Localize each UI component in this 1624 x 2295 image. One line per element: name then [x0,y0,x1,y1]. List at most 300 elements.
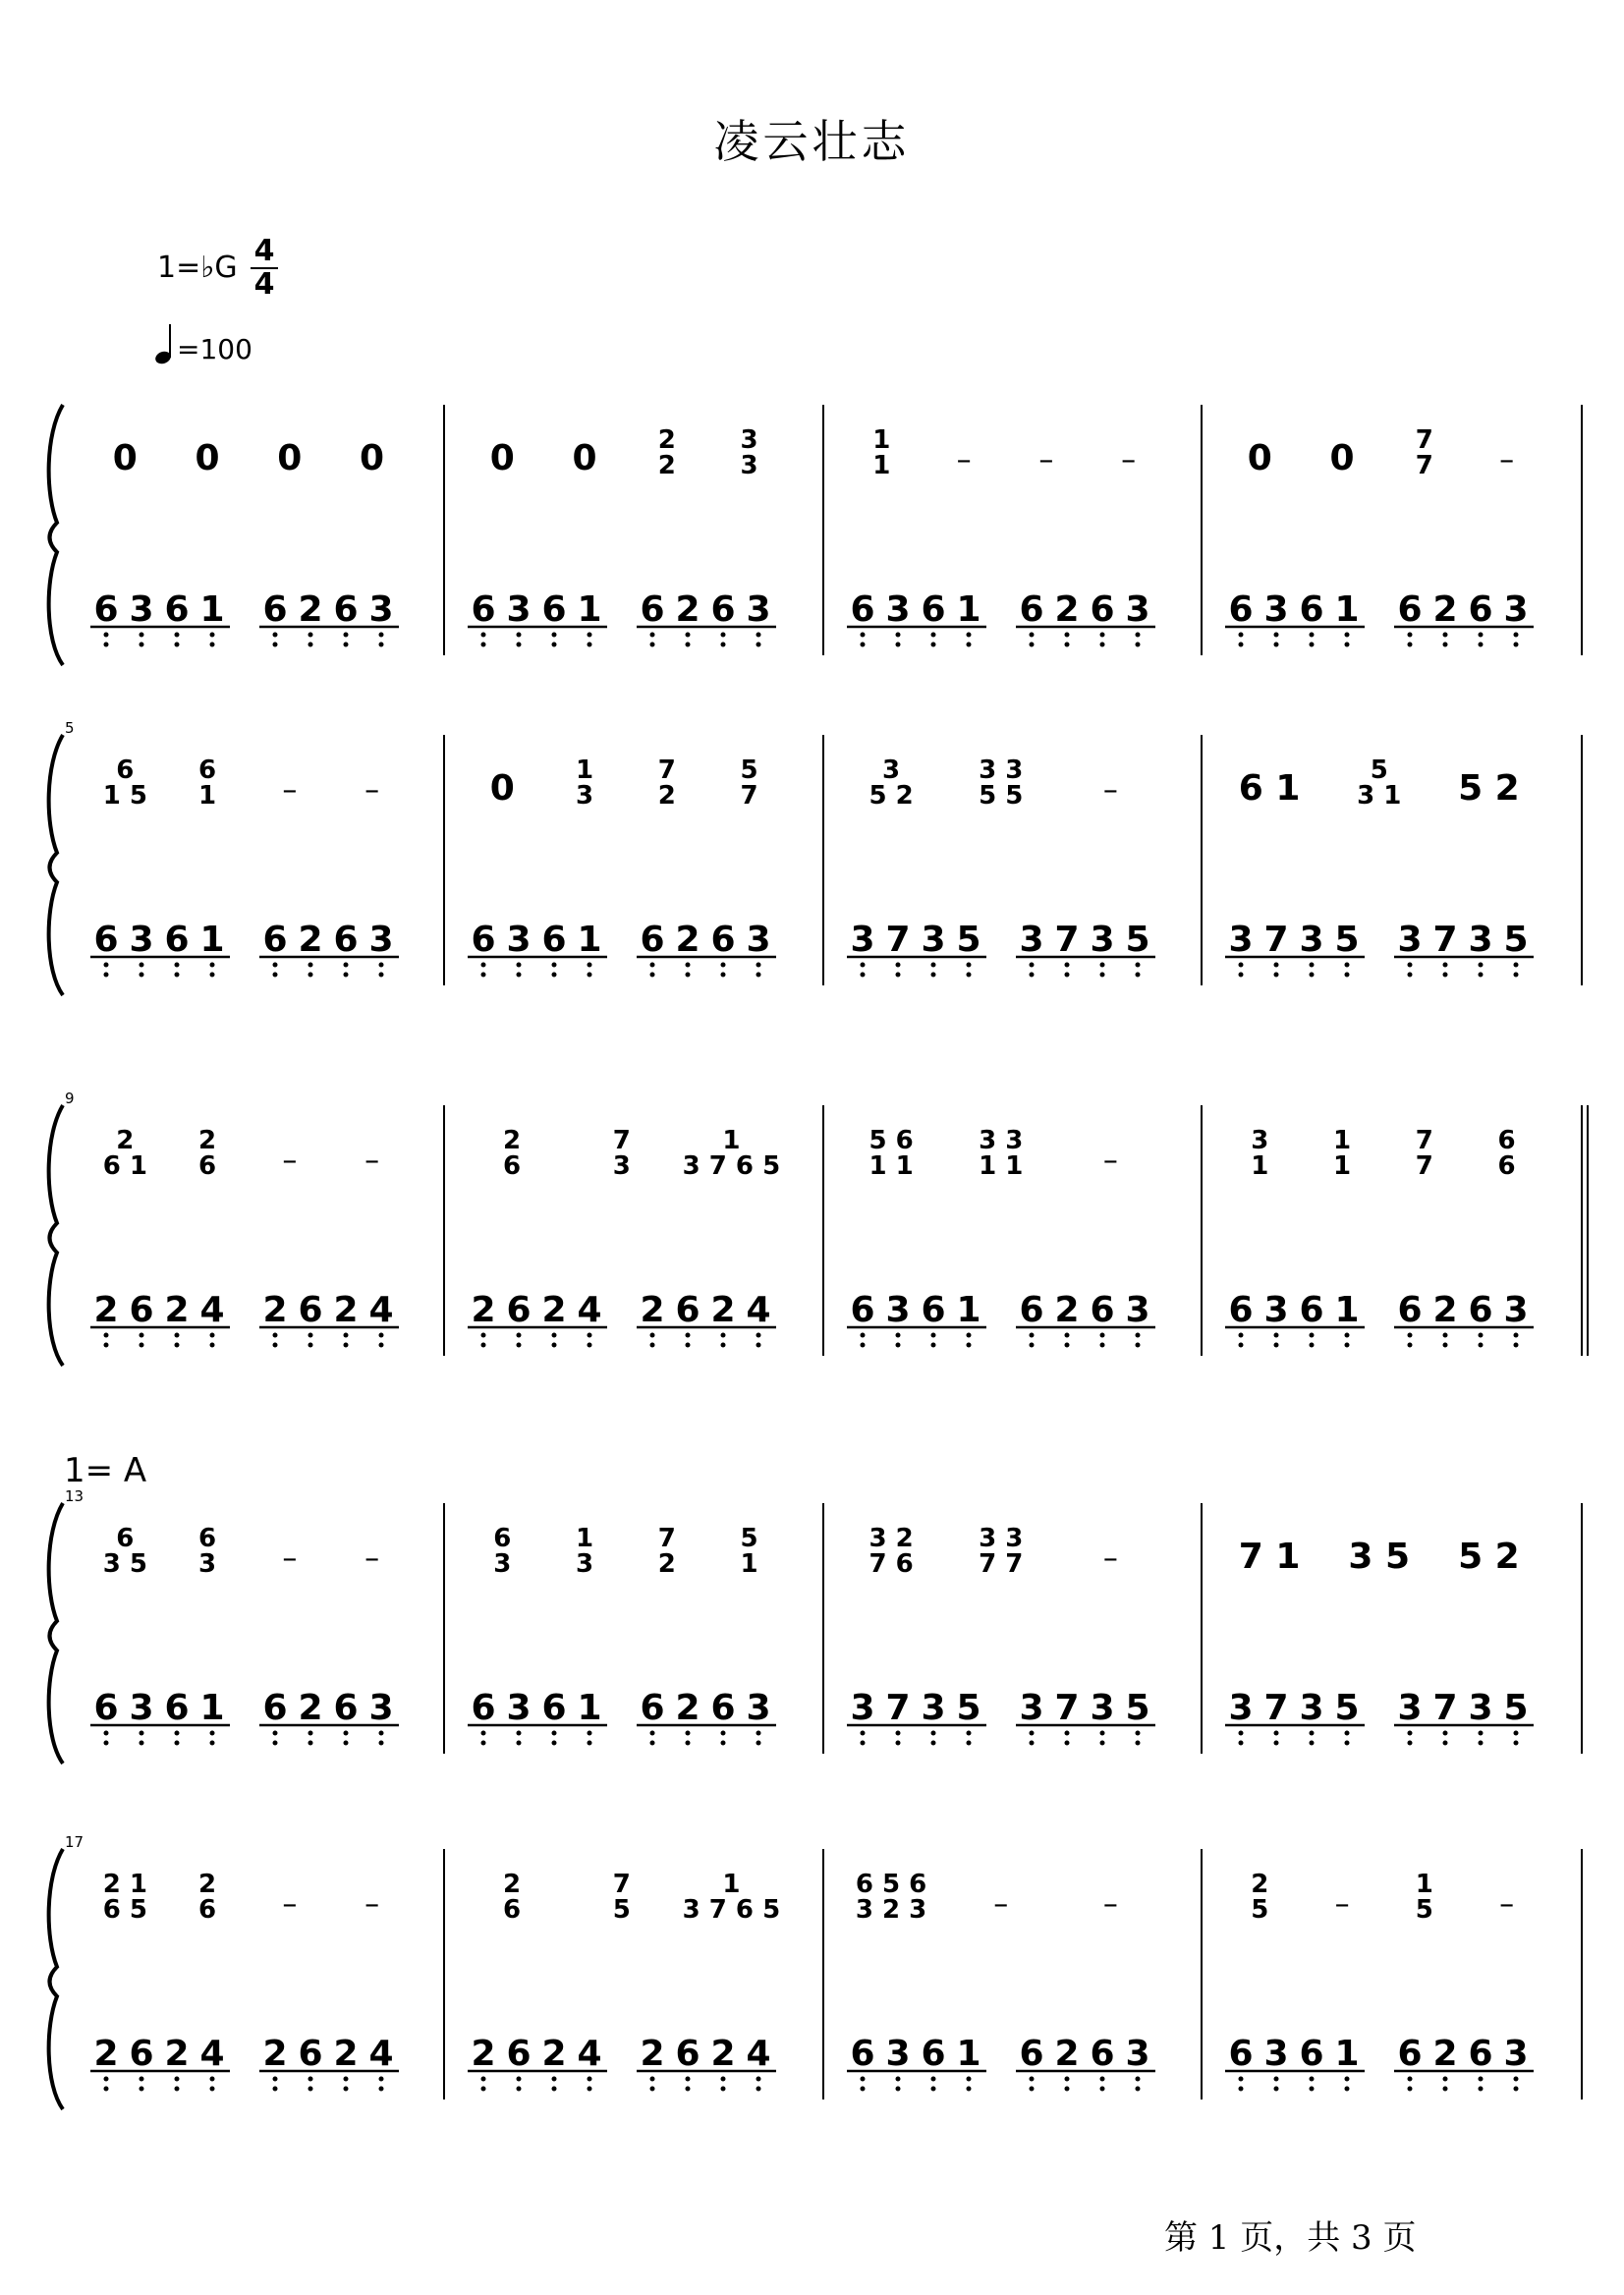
accompaniment-note: 3 [885,2034,911,2074]
octave-dot [1239,633,1244,638]
octave-dot [756,963,761,968]
octave-dot [175,2087,180,2092]
octave-dot [1239,1343,1244,1348]
accompaniment-note: 2 [298,920,323,960]
octave-dot [517,1333,522,1338]
accompaniment-note: 3 [885,589,911,630]
accompaniment-note: 2 [333,2034,359,2074]
upper-note: 5 2 [1458,768,1520,809]
octave-dot [1514,633,1519,638]
accompaniment-note: 3 [1263,1290,1289,1330]
accompaniment-note: 4 [746,1290,771,1330]
accompaniment-note: 6 [471,920,496,960]
octave-dot [552,1333,557,1338]
accompaniment-note: 3 [1228,920,1254,960]
octave-dot [481,643,486,647]
upper-note-top: 6 [198,756,217,785]
accompaniment-note: 2 [298,1688,323,1728]
upper-note-bottom: 6 1 [102,1151,147,1181]
octave-dot [379,2087,384,2092]
upper-note-bottom: 7 7 [979,1549,1024,1579]
accompaniment-note: 3 [1397,1688,1423,1728]
accompaniment-note: 3 [746,1688,771,1728]
octave-dot [896,973,901,978]
accompaniment-note: 6 [1090,589,1115,630]
staff-brace [49,405,63,665]
accompaniment-note: 4 [577,1290,602,1330]
accompaniment-note: 6 [1468,1290,1493,1330]
octave-dot [931,973,936,978]
octave-dot [104,1741,109,1746]
octave-dot [273,1333,278,1338]
upper-note-bottom: 1 1 [979,1151,1024,1181]
octave-dot [1274,1333,1279,1338]
octave-dot [1310,1731,1315,1736]
accompaniment-note: 1 [199,920,225,960]
octave-dot [1030,643,1035,647]
octave-dot [967,643,972,647]
octave-dot [210,1333,215,1338]
octave-dot [1136,2087,1141,2092]
octave-dot [1065,963,1070,968]
accompaniment-note: 6 [1019,589,1044,630]
octave-dot [967,633,972,638]
octave-dot [1310,1343,1315,1348]
octave-dot [1479,643,1484,647]
score-title: 凌云壮志 [713,115,911,168]
accompaniment-note: 2 [333,1290,359,1330]
octave-dot [175,643,180,647]
accompaniment-note: 2 [675,920,700,960]
accompaniment-note: 4 [746,2034,771,2074]
octave-dot [379,973,384,978]
octave-dot [1514,2087,1519,2092]
octave-dot [1100,1343,1105,1348]
key-signature: 1=♭G [157,251,238,285]
octave-dot [721,1343,726,1348]
octave-dot [721,643,726,647]
sustain-dash: – [364,1541,380,1576]
octave-dot [1065,1741,1070,1746]
octave-dot [273,1741,278,1746]
upper-note-bottom: 6 5 [102,1895,147,1925]
accompaniment-note: 6 [471,1688,496,1728]
accompaniment-note: 4 [199,1290,225,1330]
octave-dot [104,973,109,978]
octave-dot [1239,1741,1244,1746]
octave-dot [931,1741,936,1746]
upper-note: 0 [112,438,138,478]
octave-dot [481,633,486,638]
sustain-dash: – [1038,443,1054,477]
octave-dot [1408,633,1413,638]
accompaniment-note: 3 [1263,2034,1289,2074]
accompaniment-note: 3 [1090,1688,1115,1728]
measure-number: 5 [65,719,75,737]
octave-dot [1443,1333,1448,1338]
upper-note-bottom: 7 6 [868,1549,914,1579]
octave-dot [379,1741,384,1746]
octave-dot [379,2077,384,2082]
octave-dot [721,973,726,978]
octave-dot [210,973,215,978]
octave-dot [210,643,215,647]
upper-note-bottom: 1 [740,1549,758,1579]
octave-dot [896,1333,901,1338]
octave-dot [686,1731,691,1736]
octave-dot [896,1343,901,1348]
octave-dot [1514,2077,1519,2082]
octave-dot [210,1343,215,1348]
octave-dot [686,1741,691,1746]
octave-dot [344,973,349,978]
octave-dot [308,2087,313,2092]
accompaniment-note: 2 [1432,2034,1458,2074]
octave-dot [1065,633,1070,638]
accompaniment-note: 3 [368,920,394,960]
accompaniment-note: 6 [1019,2034,1044,2074]
octave-dot [650,1333,655,1338]
accompaniment-note: 3 [1397,920,1423,960]
upper-note-top: 2 1 [102,1870,147,1899]
upper-note-top: 5 [740,756,758,785]
accompaniment-note: 1 [1334,2034,1360,2074]
octave-dot [1408,1741,1413,1746]
accompaniment-note: 6 [640,920,665,960]
accompaniment-note: 2 [541,2034,567,2074]
octave-dot [481,1731,486,1736]
tempo-value: =100 [177,333,252,365]
upper-note-top: 1 [576,756,594,785]
octave-dot [650,2077,655,2082]
octave-dot [1345,973,1350,978]
octave-dot [140,633,144,638]
octave-dot [721,1741,726,1746]
upper-note-top: 7 [657,756,676,785]
octave-dot [721,2077,726,2082]
octave-dot [140,1343,144,1348]
octave-dot [1274,1343,1279,1348]
octave-dot [1274,1731,1279,1736]
accompaniment-note: 2 [640,1290,665,1330]
accompaniment-note: 2 [710,1290,736,1330]
upper-note-bottom: 2 [657,451,676,480]
accompaniment-note: 6 [921,2034,946,2074]
accompaniment-note: 2 [640,2034,665,2074]
octave-dot [1065,643,1070,647]
octave-dot [1408,973,1413,978]
upper-note: 0 [360,438,385,478]
octave-dot [931,2077,936,2082]
accompaniment-note: 6 [1228,2034,1254,2074]
accompaniment-note: 2 [1432,1290,1458,1330]
upper-note: 0 [277,438,303,478]
upper-note-top: 6 [493,1524,512,1553]
upper-note-bottom: 3 7 6 5 [682,1895,781,1925]
octave-dot [517,1741,522,1746]
octave-dot [1310,2077,1315,2082]
octave-dot [1479,633,1484,638]
octave-dot [861,973,866,978]
octave-dot [896,633,901,638]
octave-dot [1030,1731,1035,1736]
time-signature-top: 4 [253,234,275,268]
upper-note-bottom: 5 5 [979,781,1024,811]
accompaniment-note: 3 [1503,2034,1529,2074]
upper-note-bottom: 3 [198,1549,217,1579]
accompaniment-note: 2 [262,2034,288,2074]
accompaniment-note: 1 [956,589,981,630]
octave-dot [1310,963,1315,968]
accompaniment-note: 3 [368,1688,394,1728]
octave-dot [1479,963,1484,968]
upper-note-top: 7 [612,1126,631,1155]
octave-dot [210,1741,215,1746]
accompaniment-note: 6 [471,589,496,630]
octave-dot [1514,963,1519,968]
octave-dot [721,1333,726,1338]
upper-note-top: 6 [198,1524,217,1553]
accompaniment-note: 3 [1263,589,1289,630]
accompaniment-note: 3 [921,920,946,960]
octave-dot [552,2087,557,2092]
octave-dot [1443,2077,1448,2082]
accompaniment-note: 1 [1334,1290,1360,1330]
octave-dot [104,643,109,647]
upper-note-bottom: 3 [493,1549,512,1579]
octave-dot [1030,1741,1035,1746]
accompaniment-note: 6 [298,2034,323,2074]
octave-dot [1136,1343,1141,1348]
octave-dot [210,2087,215,2092]
octave-dot [896,643,901,647]
accompaniment-note: 5 [1125,920,1150,960]
upper-note: 6 1 [1238,768,1301,809]
octave-dot [308,1731,313,1736]
octave-dot [896,2087,901,2092]
octave-dot [686,963,691,968]
octave-dot [686,1333,691,1338]
octave-dot [1239,1333,1244,1338]
accompaniment-note: 5 [1334,920,1360,960]
accompaniment-note: 2 [1054,589,1080,630]
octave-dot [552,973,557,978]
octave-dot [175,1731,180,1736]
octave-dot [931,2087,936,2092]
octave-dot [379,1333,384,1338]
upper-note-bottom: 3 1 [1357,781,1402,811]
octave-dot [104,2087,109,2092]
accompaniment-note: 6 [1299,589,1324,630]
upper-note-bottom: 1 [198,781,217,811]
upper-note-top: 2 [1251,1870,1269,1899]
upper-note-top: 3 [1251,1126,1269,1155]
octave-dot [588,1741,592,1746]
octave-dot [967,963,972,968]
octave-dot [756,643,761,647]
accompaniment-note: 5 [1503,920,1529,960]
octave-dot [1030,1333,1035,1338]
octave-dot [379,1343,384,1348]
accompaniment-note: 6 [333,589,359,630]
upper-note-top: 1 [722,1870,741,1899]
octave-dot [721,633,726,638]
octave-dot [1443,973,1448,978]
accompaniment-note: 6 [541,589,567,630]
octave-dot [967,2077,972,2082]
accompaniment-note: 5 [956,920,981,960]
octave-dot [1030,963,1035,968]
octave-dot [1030,2087,1035,2092]
accompaniment-note: 6 [93,589,119,630]
accompaniment-note: 6 [1468,2034,1493,2074]
upper-note: 0 [489,438,515,478]
octave-dot [104,1731,109,1736]
sustain-dash: – [282,1887,298,1922]
octave-dot [1443,963,1448,968]
accompaniment-note: 6 [506,1290,532,1330]
octave-dot [379,633,384,638]
octave-dot [1136,1333,1141,1338]
sustain-dash: – [1102,773,1118,808]
octave-dot [1310,973,1315,978]
octave-dot [861,1343,866,1348]
octave-dot [175,963,180,968]
octave-dot [344,633,349,638]
accompaniment-note: 3 [1468,920,1493,960]
accompaniment-note: 2 [93,2034,119,2074]
octave-dot [552,1741,557,1746]
octave-dot [175,973,180,978]
octave-dot [1100,963,1105,968]
accompaniment-note: 4 [577,2034,602,2074]
octave-dot [517,2077,522,2082]
octave-dot [1408,2087,1413,2092]
accompaniment-note: 6 [129,2034,154,2074]
octave-dot [1239,2087,1244,2092]
accompaniment-note: 2 [541,1290,567,1330]
octave-dot [273,633,278,638]
accompaniment-note: 3 [129,589,154,630]
accompaniment-note: 6 [1468,589,1493,630]
measure-number: 9 [65,1090,75,1107]
octave-dot [140,643,144,647]
sustain-dash: – [1499,443,1515,477]
upper-note-bottom: 6 [503,1895,522,1925]
octave-dot [1030,1343,1035,1348]
accompaniment-note: 3 [1299,1688,1324,1728]
upper-note-top: 6 [116,756,135,785]
octave-dot [967,2087,972,2092]
accompaniment-note: 6 [506,2034,532,2074]
upper-note-bottom: 1 [872,451,891,480]
upper-note-bottom: 3 [576,781,594,811]
octave-dot [481,973,486,978]
upper-note-bottom: 1 1 [868,1151,914,1181]
accompaniment-note: 1 [956,2034,981,2074]
octave-dot [861,1333,866,1338]
sustain-dash: – [282,1144,298,1178]
accompaniment-note: 3 [1503,589,1529,630]
octave-dot [686,2087,691,2092]
upper-note-bottom: 7 [740,781,758,811]
octave-dot [931,633,936,638]
sustain-dash: – [364,773,380,808]
octave-dot [1100,1333,1105,1338]
octave-dot [931,1343,936,1348]
octave-dot [1274,633,1279,638]
accompaniment-note: 6 [710,1688,736,1728]
octave-dot [756,2087,761,2092]
accompaniment-note: 3 [506,920,532,960]
accompaniment-note: 6 [850,1290,875,1330]
upper-note-bottom: 5 [1251,1895,1269,1925]
accompaniment-note: 2 [1054,2034,1080,2074]
octave-dot [1514,643,1519,647]
octave-dot [588,633,592,638]
upper-note-bottom: 3 5 [102,1549,147,1579]
accompaniment-note: 4 [199,2034,225,2074]
octave-dot [756,2077,761,2082]
upper-note-top: 5 6 [868,1126,914,1155]
accompaniment-note: 7 [1432,1688,1458,1728]
octave-dot [650,963,655,968]
octave-dot [1136,963,1141,968]
accompaniment-note: 6 [921,589,946,630]
accompaniment-note: 3 [1125,589,1150,630]
accompaniment-note: 3 [1019,920,1044,960]
octave-dot [1345,1343,1350,1348]
octave-dot [1514,1333,1519,1338]
upper-note-bottom: 5 [612,1895,631,1925]
octave-dot [756,1333,761,1338]
octave-dot [896,963,901,968]
octave-dot [686,1343,691,1348]
accompaniment-note: 2 [471,1290,496,1330]
octave-dot [1274,2077,1279,2082]
octave-dot [344,1333,349,1338]
octave-dot [175,1741,180,1746]
upper-note-top: 7 [612,1870,631,1899]
accompaniment-note: 3 [506,589,532,630]
octave-dot [1100,973,1105,978]
accompaniment-note: 7 [1054,1688,1080,1728]
upper-note: 5 2 [1458,1537,1520,1577]
octave-dot [1408,1731,1413,1736]
octave-dot [481,963,486,968]
octave-dot [1514,1731,1519,1736]
accompaniment-note: 3 [746,920,771,960]
accompaniment-note: 6 [298,1290,323,1330]
octave-dot [967,1731,972,1736]
octave-dot [896,1741,901,1746]
octave-dot [104,1343,109,1348]
upper-note-top: 2 [657,425,676,455]
sustain-dash: – [1121,443,1137,477]
accompaniment-note: 6 [333,1688,359,1728]
octave-dot [1345,1731,1350,1736]
octave-dot [273,1731,278,1736]
octave-dot [517,973,522,978]
octave-dot [1479,2087,1484,2092]
octave-dot [517,643,522,647]
upper-note-top: 5 [1370,756,1388,785]
accompaniment-note: 4 [368,2034,394,2074]
octave-dot [481,2087,486,2092]
accompaniment-note: 7 [885,920,911,960]
accompaniment-note: 3 [1468,1688,1493,1728]
octave-dot [344,963,349,968]
